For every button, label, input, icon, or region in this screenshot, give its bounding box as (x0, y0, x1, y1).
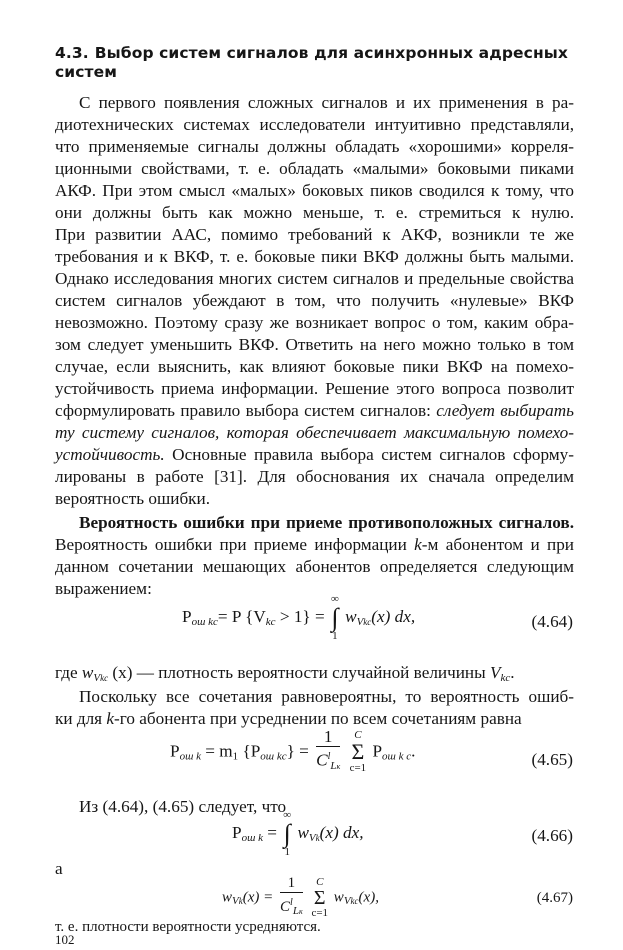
text-line: При развитии ААС, помимо требований к АКФ, возникли те же (55, 225, 574, 244)
integral-sign: ∞ ∫ 1 (330, 593, 339, 642)
emphasis: устойчивость. (55, 445, 165, 464)
text-line: т. е. плотности вероятности усредняются. (55, 919, 321, 935)
equation-4-64: $P_{ош kc}= P$ $\{V_{kc} > 1\}$ = ∞ ∫ 1 $w_{Vkc}(x)$ dx, (182, 593, 416, 642)
equation-4-65: $P_{ош k} = m1$ $\{P_{ош kc}\}$ = $\frac{1}{C^l_{Lк}}$ C Σ c=1 $P_{ош k c}$. (170, 728, 415, 777)
text-line: устойчивость. Основные правила выбора систем сигналов сформу- (55, 445, 574, 464)
text-line: Однако исследования многих систем сигналов и предельные свойства (55, 269, 574, 288)
text-line: ки для k-го абонента при усреднении по всем сочетаниям равна (55, 709, 522, 728)
text-line: ционными свойствами, т. е. обладать «малыми» боковыми пиками (55, 159, 574, 178)
sum-sign: C Σ c=1 (311, 876, 329, 919)
text-line: диотехнических системах исследователи интуитивно представляли, (55, 115, 574, 134)
bold-lead: Вероятность ошибки при приеме противоположных сигналов. (79, 513, 574, 532)
text-line: Вероятность ошибки при приеме информации k-м абонентом и при (55, 535, 574, 554)
equation-number: (4.64) (531, 612, 573, 631)
text-line (79, 512, 574, 534)
section-heading (55, 44, 575, 82)
emphasis: ту систему сигналов, которая обеспечивает максимальную помехо- (55, 423, 574, 442)
fraction: $\frac{1}{C^l_{Lк}}$ (316, 727, 341, 772)
text-line: С первого появления сложных сигналов и их применения в ра- (79, 93, 574, 112)
section-number: 4.3. (55, 44, 89, 62)
text-line: устойчивость приема информации. Решение этого вопроса позволит (55, 379, 574, 398)
text-line: данном сочетании мешающих абонентов определяется следующим (55, 557, 574, 576)
text-line: они должны быть как можно меньше, т. е. стремиться к нулю. (55, 203, 574, 222)
equation-number: (4.65) (531, 750, 573, 769)
fraction: $\frac{1}{C^l_{Lк}}$ (280, 875, 303, 917)
page-number: 102 (55, 932, 75, 947)
equation-4-67: $w_{Vk}(x)$ = $\frac{1}{C^l_{Lк}}$ C Σ c=1 $w_{Vkc}(x)$, (222, 874, 379, 922)
text-line: где $w_{Vkc}$ (x) — плотность вероятности случайной величины $V_{kc}$. (55, 663, 515, 684)
text-line: а (55, 859, 63, 878)
section-title-line2: систем (55, 63, 118, 81)
text-line: вероятность ошибки. (55, 489, 211, 508)
text-line: АКФ. При этом смысл «малых» боковых пиков сводился к тому, что (55, 181, 574, 200)
text-line: лированы в работе [31]. Для обоснования их сначала определим (55, 467, 574, 486)
text-line: случае, если выяснить, как влияют боковые пики ВКФ на помехо- (55, 357, 574, 376)
text-line: требования и к ВКФ, т. е. боковые пики ВКФ должны быть малыми. (55, 247, 574, 266)
text-line: выражением: (55, 579, 152, 598)
text-line: невозможно. Поэтому сразу же возникает вопрос о том, каким обра- (55, 313, 574, 332)
equation-4-66: $P_{ош k}$ = ∞ ∫ 1 $w_{Vk}(x)$ dx, (232, 809, 364, 858)
equation-number: (4.66) (531, 826, 573, 845)
text-line (55, 422, 574, 444)
text-line: сформулировать правило выбора систем сигналов: следует выбирать (55, 401, 574, 420)
section-title-line1: Выбор систем сигналов для асинхронных адресных (94, 44, 568, 62)
text-line: Поскольку все сочетания равновероятны, то вероятность ошиб- (79, 687, 574, 706)
text-line: Из (4.64), (4.65) следует, что (79, 797, 287, 816)
text-line: систем сигналов убеждают в том, что получить «нулевые» ВКФ (55, 291, 574, 310)
equation-number: (4.67) (536, 890, 573, 906)
sum-sign: C Σ c=1 (349, 729, 367, 775)
emphasis: следует выбирать (436, 401, 574, 420)
text-line: что применяемые сигналы должны обладать «хорошими» корреля- (55, 137, 574, 156)
text-line: зом следует уменьшить ВКФ. Ответить на него можно только в том (55, 335, 574, 354)
integral-sign: ∞ ∫ 1 (283, 809, 292, 858)
